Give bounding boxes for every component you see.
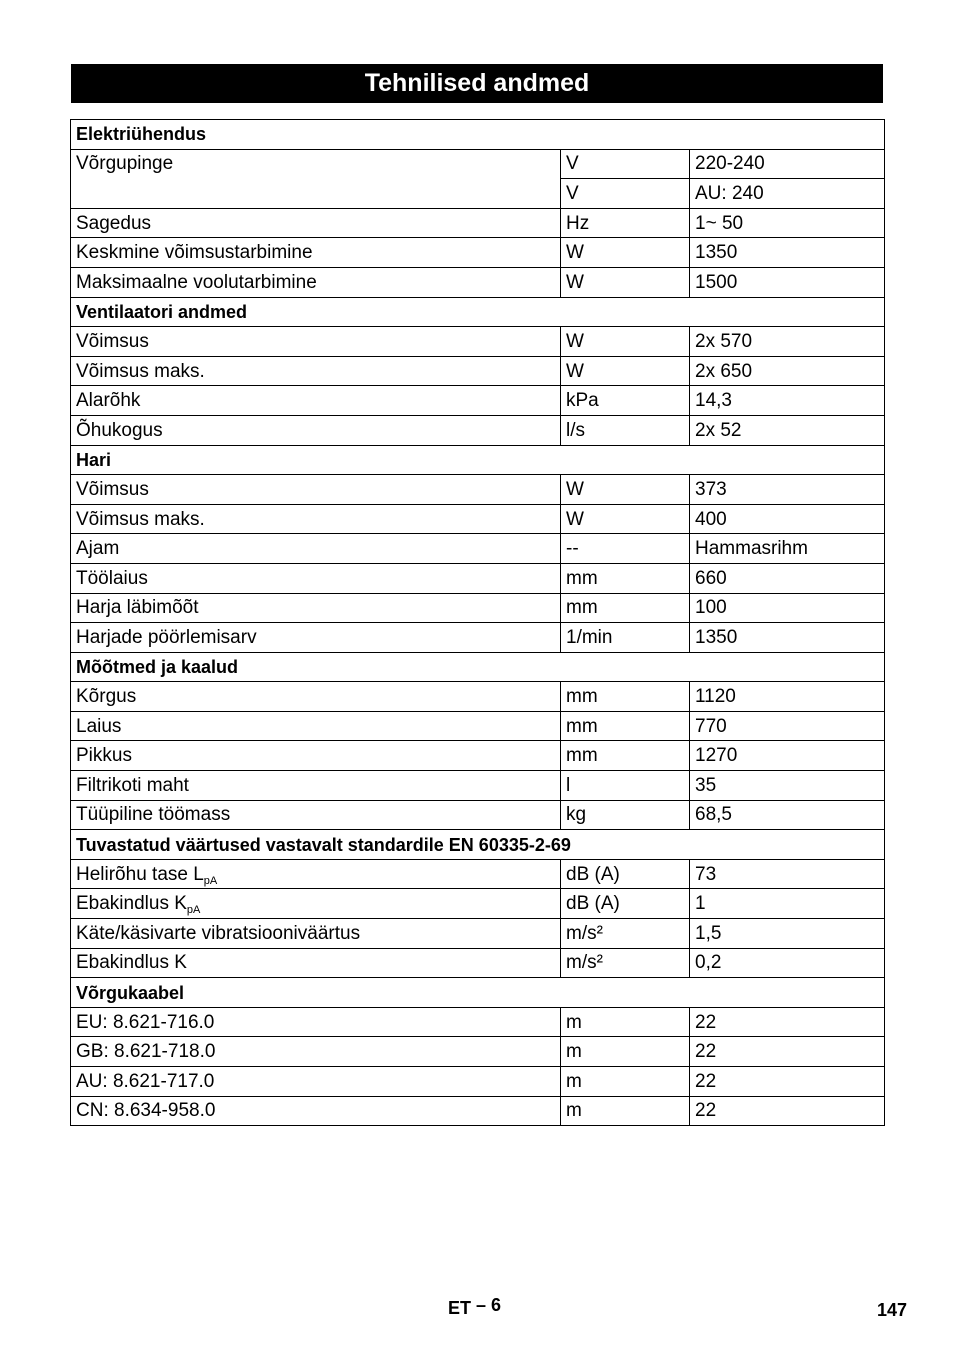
- spec-unit: l: [561, 771, 690, 801]
- footer-section-label: [448, 1295, 502, 1319]
- spec-label: AU: 8.621-717.0: [71, 1067, 561, 1097]
- section-header-row: [71, 978, 885, 1008]
- table-row: [71, 238, 885, 268]
- spec-value: 100: [690, 593, 885, 623]
- spec-label: Võimsus maks.: [71, 356, 561, 386]
- spec-value: 1~ 50: [690, 208, 885, 238]
- spec-value: 22: [690, 1096, 885, 1126]
- spec-value: 220-240: [690, 149, 885, 179]
- spec-label: Töölaius: [71, 563, 561, 593]
- spec-unit: mm: [561, 563, 690, 593]
- table-row: [71, 534, 885, 564]
- table-row: [71, 267, 885, 297]
- spec-label: Võrgupinge: [71, 149, 561, 208]
- spec-value: 1,5: [690, 919, 885, 949]
- spec-label: GB: 8.621-718.0: [71, 1037, 561, 1067]
- spec-unit: dB (A): [561, 889, 690, 919]
- spec-label-subscript: pA: [186, 904, 201, 917]
- section-heading: Ventilaatori andmed: [71, 297, 885, 327]
- spec-unit: m: [561, 1096, 690, 1126]
- spec-unit: W: [561, 504, 690, 534]
- spec-label: Alarõhk: [71, 386, 561, 416]
- spec-unit: l/s: [561, 415, 690, 445]
- section-header-row: [71, 120, 885, 150]
- spec-value: 22: [690, 1037, 885, 1067]
- footer-language: ET: [448, 1298, 472, 1318]
- table-row: [71, 1007, 885, 1037]
- section-header-row: [71, 652, 885, 682]
- spec-label: [71, 889, 561, 919]
- spec-label: Harjade pöörlemisarv: [71, 623, 561, 653]
- footer-section-page: – 6: [476, 1295, 502, 1315]
- table-row: [71, 711, 885, 741]
- spec-value: 73: [690, 859, 885, 889]
- spec-label-text: Helirõhu tase L: [76, 863, 204, 885]
- spec-unit: W: [561, 238, 690, 268]
- spec-unit: mm: [561, 682, 690, 712]
- table-row: [71, 889, 885, 919]
- table-row: [71, 623, 885, 653]
- section-header-row: [71, 297, 885, 327]
- spec-unit: --: [561, 534, 690, 564]
- spec-label: Ebakindlus K: [71, 948, 561, 978]
- spec-value: 68,5: [690, 800, 885, 830]
- spec-value: 2x 650: [690, 356, 885, 386]
- table-row: [71, 208, 885, 238]
- page-number: 147: [877, 1300, 908, 1320]
- spec-label: [71, 859, 561, 889]
- spec-unit: mm: [561, 741, 690, 771]
- spec-value: 1270: [690, 741, 885, 771]
- page-title: Tehnilised andmed: [71, 64, 883, 103]
- spec-label: Filtrikoti maht: [71, 771, 561, 801]
- spec-value: 22: [690, 1007, 885, 1037]
- table-row: [71, 948, 885, 978]
- spec-unit: 1/min: [561, 623, 690, 653]
- table-row: [71, 771, 885, 801]
- table-row: [71, 504, 885, 534]
- spec-label: Käte/käsivarte vibratsiooniväärtus: [71, 919, 561, 949]
- spec-label: Võimsus: [71, 475, 561, 505]
- spec-value: 1350: [690, 623, 885, 653]
- table-row: [71, 386, 885, 416]
- spec-label: Õhukogus: [71, 415, 561, 445]
- spec-value: 1: [690, 889, 885, 919]
- spec-unit: m: [561, 1067, 690, 1097]
- spec-value: 400: [690, 504, 885, 534]
- spec-label-text: Ebakindlus K: [76, 893, 187, 915]
- table-row: [71, 682, 885, 712]
- spec-value: 22: [690, 1067, 885, 1097]
- spec-unit: W: [561, 327, 690, 357]
- spec-value: 0,2: [690, 948, 885, 978]
- spec-label: Laius: [71, 711, 561, 741]
- spec-value: 1350: [690, 238, 885, 268]
- spec-unit: m: [561, 1007, 690, 1037]
- spec-unit: kPa: [561, 386, 690, 416]
- section-header-row: [71, 830, 885, 860]
- spec-value: 2x 52: [690, 415, 885, 445]
- table-row: [71, 859, 885, 889]
- spec-unit: mm: [561, 593, 690, 623]
- spec-unit: m: [561, 1037, 690, 1067]
- table-row: [71, 475, 885, 505]
- table-row: [71, 1037, 885, 1067]
- table-row: [71, 415, 885, 445]
- section-heading: Hari: [71, 445, 885, 475]
- spec-unit: dB (A): [561, 859, 690, 889]
- spec-label: Võimsus: [71, 327, 561, 357]
- spec-label: Harja läbimõõt: [71, 593, 561, 623]
- spec-value: 35: [690, 771, 885, 801]
- spec-unit: kg: [561, 800, 690, 830]
- spec-value: 1120: [690, 682, 885, 712]
- table-row: [71, 356, 885, 386]
- spec-unit: W: [561, 267, 690, 297]
- spec-value: Hammasrihm: [690, 534, 885, 564]
- spec-unit: V: [561, 149, 690, 179]
- table-row: [71, 563, 885, 593]
- spec-unit: W: [561, 475, 690, 505]
- spec-unit: m/s²: [561, 919, 690, 949]
- spec-label: Ajam: [71, 534, 561, 564]
- section-heading: Võrgukaabel: [71, 978, 885, 1008]
- spec-label: EU: 8.621-716.0: [71, 1007, 561, 1037]
- spec-label: Kõrgus: [71, 682, 561, 712]
- table-row: [71, 741, 885, 771]
- table-row: [71, 327, 885, 357]
- spec-value: 660: [690, 563, 885, 593]
- spec-label: Pikkus: [71, 741, 561, 771]
- spec-unit: m/s²: [561, 948, 690, 978]
- spec-label: Keskmine võimsustarbimine: [71, 238, 561, 268]
- technical-data-table: [70, 119, 885, 1126]
- spec-value: AU: 240: [690, 179, 885, 209]
- spec-value: 770: [690, 711, 885, 741]
- section-heading: Mõõtmed ja kaalud: [71, 652, 885, 682]
- table-row: [71, 593, 885, 623]
- spec-value: 373: [690, 475, 885, 505]
- spec-label: Tüüpiline töömass: [71, 800, 561, 830]
- table-row: [71, 1096, 885, 1126]
- table-row: [71, 800, 885, 830]
- spec-label: Sagedus: [71, 208, 561, 238]
- spec-value: 14,3: [690, 386, 885, 416]
- spec-label: Võimsus maks.: [71, 504, 561, 534]
- spec-unit: V: [561, 179, 690, 209]
- table-row: [71, 149, 885, 179]
- spec-value: 2x 570: [690, 327, 885, 357]
- spec-value: 1500: [690, 267, 885, 297]
- section-header-row: [71, 445, 885, 475]
- table-row: [71, 919, 885, 949]
- spec-unit: W: [561, 356, 690, 386]
- spec-label: Maksimaalne voolutarbimine: [71, 267, 561, 297]
- spec-unit: Hz: [561, 208, 690, 238]
- spec-unit: mm: [561, 711, 690, 741]
- spec-label: CN: 8.634-958.0: [71, 1096, 561, 1126]
- section-heading: Tuvastatud väärtused vastavalt standardile EN 60335-2-69: [71, 830, 885, 860]
- section-heading: Elektriühendus: [71, 120, 885, 150]
- table-row: [71, 1067, 885, 1097]
- spec-label-subscript: pA: [203, 874, 218, 887]
